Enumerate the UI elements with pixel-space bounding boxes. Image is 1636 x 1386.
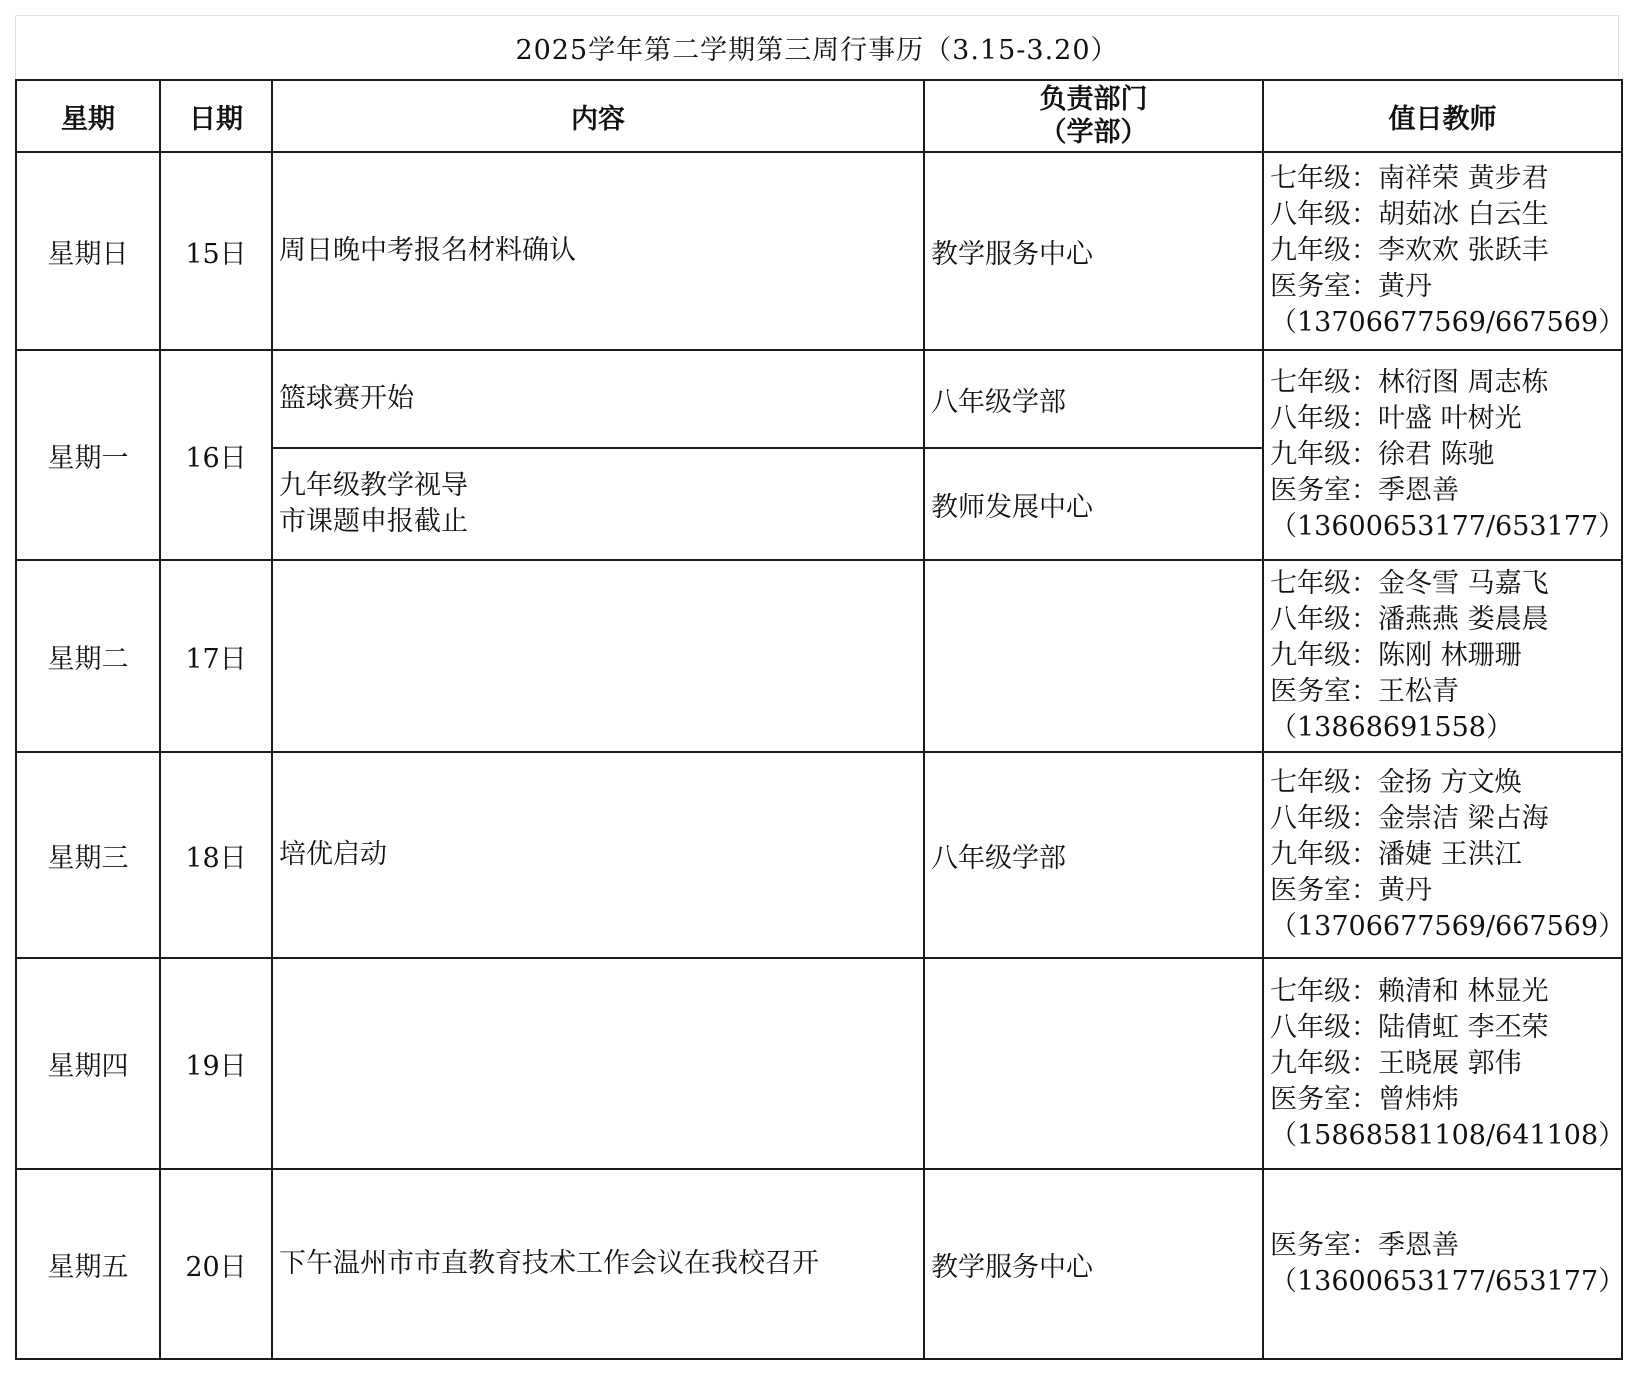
duty-line: 七年级：金扬 方文焕 <box>1270 767 1522 798</box>
duty-line: 八年级：潘燕燕 娄晨晨 <box>1270 604 1549 635</box>
department-cell: 八年级学部 <box>924 350 1263 448</box>
weekday-cell: 星期一 <box>16 350 160 560</box>
date-cell: 20日 <box>160 1169 272 1359</box>
header-department-line2: （学部） <box>1039 117 1148 148</box>
content-line: 九年级教学视导 <box>279 470 468 501</box>
date-cell: 16日 <box>160 350 272 560</box>
duty-line: 医务室：季恩善 <box>1270 475 1459 506</box>
content-cell <box>272 350 924 448</box>
department-cell: 教师发展中心 <box>924 448 1263 560</box>
department-cell <box>924 560 1263 752</box>
duty-line: （13600653177/653177） <box>1270 511 1626 542</box>
content-line: 周日晚中考报名材料确认 <box>279 235 576 266</box>
duty-teachers-cell <box>1263 152 1626 350</box>
header-department-line1: 负责部门 <box>1039 84 1148 115</box>
duty-line: 九年级：王晓展 郭伟 <box>1270 1047 1522 1079</box>
header-date: 日期 <box>160 80 272 152</box>
duty-line: 九年级：李欢欢 张跃丰 <box>1270 235 1549 266</box>
table-row <box>16 1169 1622 1359</box>
duty-line: 八年级：胡茹冰 白云生 <box>1270 199 1549 230</box>
table-row <box>16 560 1622 752</box>
weekday-cell: 星期日 <box>16 152 160 350</box>
header-department <box>924 80 1263 152</box>
duty-line: 医务室：黄丹 <box>1270 875 1432 906</box>
duty-line: 七年级：林衍图 周志栋 <box>1270 367 1549 398</box>
content-cell <box>272 448 924 560</box>
duty-teachers-cell <box>1263 560 1622 752</box>
content-line: 下午温州市市直教育技术工作会议在我校召开 <box>279 1248 819 1279</box>
page-title: 2025学年第二学期第三周行事历（3.15-3.20） <box>515 35 1119 66</box>
table-row <box>16 958 1622 1169</box>
content-line: 培优启动 <box>279 839 387 870</box>
title-bar <box>15 15 1619 79</box>
duty-teachers-cell <box>1263 1169 1626 1359</box>
duty-line: 九年级：陈刚 林珊珊 <box>1270 640 1522 671</box>
content-cell <box>272 560 924 752</box>
duty-line: 九年级：徐君 陈驰 <box>1270 439 1495 470</box>
content-cell <box>272 152 924 350</box>
content-line: 篮球赛开始 <box>279 383 414 414</box>
weekday-cell: 星期二 <box>16 560 160 752</box>
content-cell <box>272 1169 924 1359</box>
date-cell: 19日 <box>160 958 272 1169</box>
department-cell: 教学服务中心 <box>924 1169 1263 1359</box>
content-cell <box>272 958 924 1169</box>
duty-line: 七年级：金冬雪 马嘉飞 <box>1270 568 1549 599</box>
duty-line: 七年级：赖清和 林显光 <box>1270 975 1549 1007</box>
duty-line: 八年级：陆倩虹 李丕荣 <box>1270 1011 1549 1043</box>
duty-teachers-cell <box>1263 350 1626 560</box>
schedule-table <box>15 79 1626 1360</box>
date-cell: 18日 <box>160 752 272 958</box>
weekday-cell: 星期三 <box>16 752 160 958</box>
duty-line: 医务室：曾炜炜 <box>1270 1083 1459 1115</box>
duty-line: （13868691558） <box>1270 712 1513 743</box>
header-weekday: 星期 <box>16 80 160 152</box>
table-row <box>16 752 1622 958</box>
duty-teachers-cell <box>1263 752 1626 958</box>
duty-line: 医务室：黄丹 <box>1270 271 1432 302</box>
duty-line: 医务室：季恩善 <box>1270 1230 1459 1261</box>
date-cell: 17日 <box>160 560 272 752</box>
department-cell <box>924 958 1263 1169</box>
duty-line: （13600653177/653177） <box>1270 1266 1626 1297</box>
duty-line: （13706677569/667569） <box>1270 307 1626 338</box>
duty-line: 九年级：潘婕 王洪江 <box>1270 839 1522 870</box>
duty-line: （13706677569/667569） <box>1270 911 1626 942</box>
date-cell: 15日 <box>160 152 272 350</box>
header-row <box>16 80 1622 152</box>
duty-line: 医务室：王松青 <box>1270 676 1459 707</box>
table-row <box>16 152 1622 350</box>
duty-line: （15868581108/641108） <box>1270 1119 1626 1151</box>
weekday-cell: 星期四 <box>16 958 160 1169</box>
duty-line: 八年级：金崇洁 梁占海 <box>1270 803 1549 834</box>
duty-teachers-cell <box>1263 958 1626 1169</box>
weekday-cell: 星期五 <box>16 1169 160 1359</box>
content-cell <box>272 752 924 958</box>
department-cell: 教学服务中心 <box>924 152 1263 350</box>
header-duty: 值日教师 <box>1263 80 1622 152</box>
duty-line: 七年级：南祥荣 黄步君 <box>1270 163 1549 194</box>
table-row <box>16 350 1622 448</box>
schedule-sheet <box>15 15 1626 1370</box>
content-line: 市课题申报截止 <box>279 506 468 537</box>
header-content: 内容 <box>272 80 924 152</box>
duty-line: 八年级：叶盛 叶树光 <box>1270 403 1522 434</box>
department-cell: 八年级学部 <box>924 752 1263 958</box>
